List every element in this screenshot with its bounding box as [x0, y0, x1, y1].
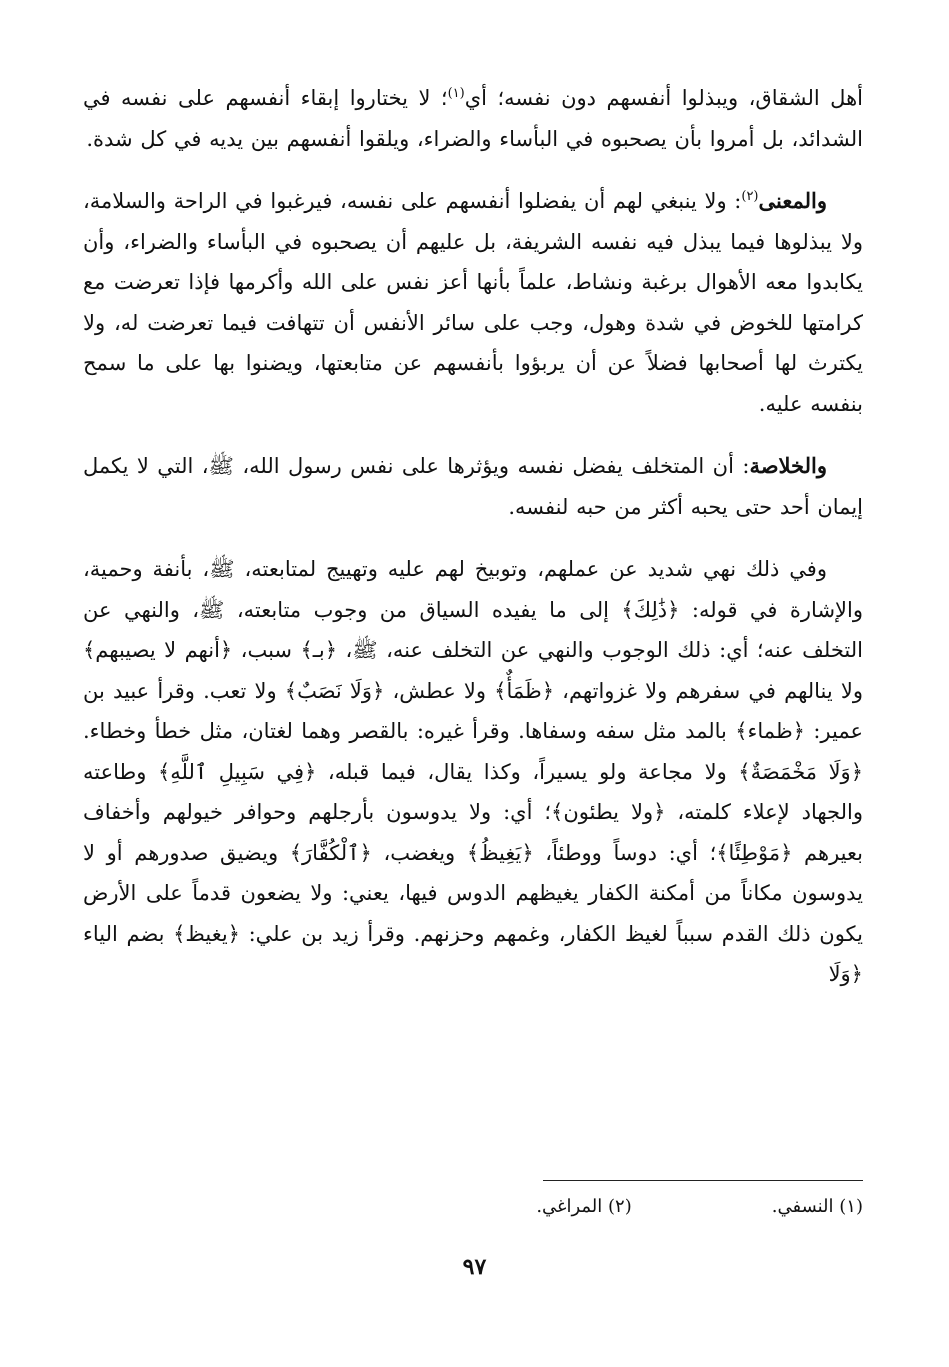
footnotes [83, 1193, 863, 1221]
footnote-1: (١) النسفي. [771, 1196, 863, 1217]
meaning-text: : ولا ينبغي لهم أن يفضلوا أنفسهم على نفسه، فيرغبوا في الراحة والسلامة، ولا يبذلوها فيما يبذل فيه نفسه الشريفة، بل عليهم أن يصحبوه في البأساء والضراء، وأن يكابدوا معه الأهوال برغبة ونشاط، علماً بأنها أعز نفس على الله وأكرمها فإذا تعرضت مع كرامتها للخوض في شدة وهول، وجب على سائر الأنفس أن تتهافت فيما تعرضت له، ولا يكترث لها أصحابها فضلاً عن أن يربؤوا بأنفسهم عن متابعتها، ويضنوا بها على ما سمح بنفسه عليه. [83, 189, 864, 416]
meaning-heading: والمعنى [758, 188, 827, 213]
summary-text: : أن المتخلف يفضل نفسه ويؤثرها على نفس رسول الله، ﷺ، التي لا يكمل إيمان أحد حتى يحبه أكثر من حبه لنفسه. [83, 454, 863, 519]
footnote-ref-1[interactable]: (١) [447, 86, 465, 101]
page-number: ٩٧ [462, 1254, 487, 1280]
paragraph-1-text-b: ؛ لا يختاروا إبقاء أنفسهم على نفسه في الشدائد، بل أمروا بأن يصحبوه في البأساء والضراء، ويلقوا أنفسهم بين يديه في كل شدة. [83, 86, 863, 151]
summary-heading: والخلاصة [749, 453, 827, 478]
footnote-ref-2[interactable]: (٢) [741, 189, 759, 204]
paragraph-meaning [83, 181, 863, 424]
paragraph-1 [83, 78, 863, 159]
paragraph-summary [83, 446, 863, 527]
page-body [83, 78, 863, 1017]
paragraph-4 [83, 549, 863, 995]
footnote-2: (٢) المراغي. [536, 1196, 632, 1217]
footnote-divider [543, 1180, 863, 1181]
paragraph-1-text-a: أهل الشقاق، ويبذلوا أنفسهم دون نفسه؛ أي [464, 86, 863, 110]
paragraph-4-text: وفي ذلك نهي شديد عن عملهم، وتوبيخ لهم عليه وتهييج لمتابعته، ﷺ، بأنفة وحمية، والإشارة في قوله: ﴿ذَٰلِكَ﴾ إلى ما يفيده السياق من وجوب متابعته، ﷺ، والنهي عن التخلف عنه؛ أي: ذلك الوجوب والنهي عن التخلف عنه، ﷺ، ﴿بـ﴾ سبب، ﴿أنهم لا يصيبهم﴾ ولا ينالهم في سفرهم ولا غزواتهم، ﴿ظَمَأٌ﴾ ولا عطش، ﴿وَلَا نَصَبٌ﴾ ولا تعب. وقرأ عبيد بن عمير: ﴿ظماء﴾ بالمد مثل سفه وسفاها. وقرأ غيره: بالقصر وهما لغتان، مثل خطأ وخطاء. ﴿وَلَا مَخْمَصَةٌ﴾ ولا مجاعة ولو يسيراً، وكذا يقال، فيما قبله، ﴿فِي سَبِيلِ ٱللَّهِ﴾ وطاعته والجهاد لإعلاء كلمته، ﴿ولا يطئون﴾؛ أي: ولا يدوسون بأرجلهم وحوافر خيولهم وأخفاف بعيرهم ﴿مَوْطِئًا﴾؛ أي: دوساً ووطئاً، ﴿يَغِيظُ﴾ ويغضب، ﴿ٱلْكُفَّارَ﴾ ويضيق صدورهم أو لا يدوسون مكاناً من أمكنة الكفار يغيظهم الدوس فيها، يعني: ولا يضعون قدماً على الأرض يكون ذلك القدم سبباً لغيظ الكفار، وغمهم وحزنهم. وقرأ زيد بن علي: ﴿يغيظ﴾ بضم الياء ﴿وَلَا [83, 557, 863, 986]
